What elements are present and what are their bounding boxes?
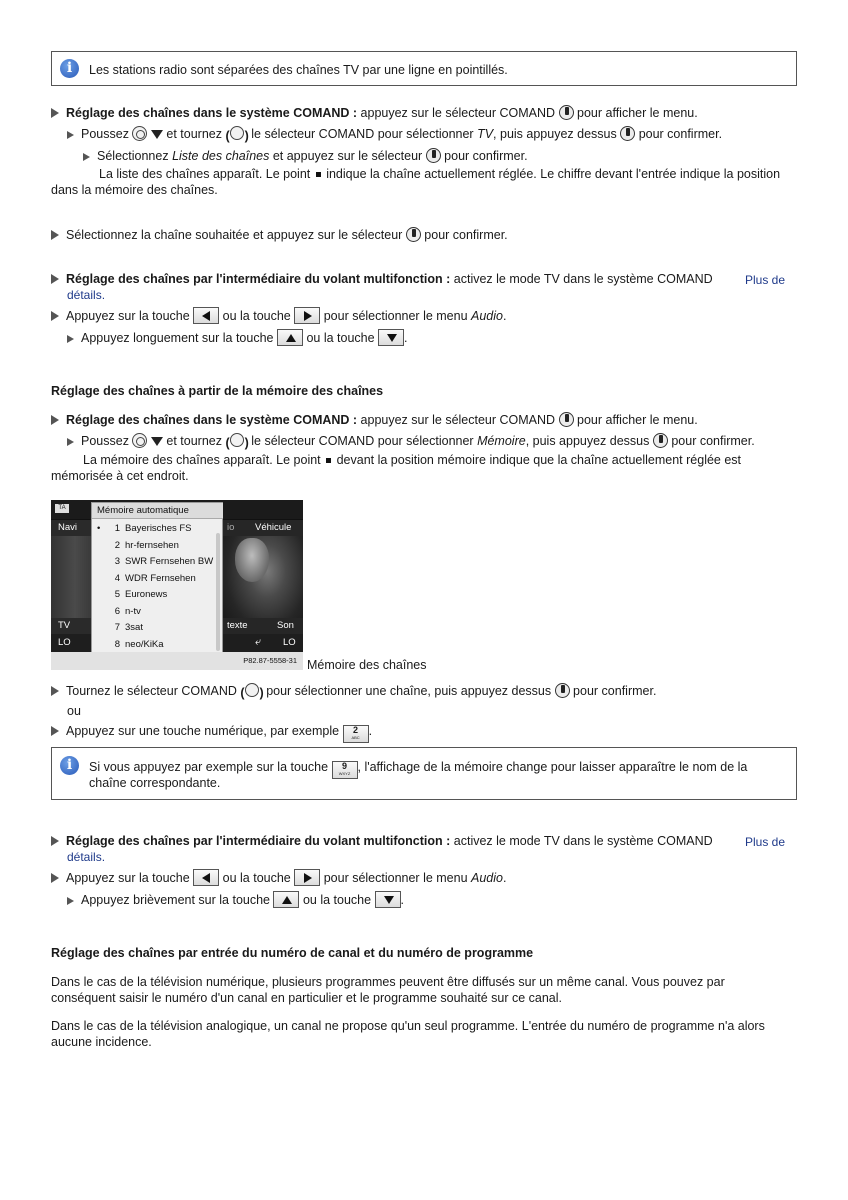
step-arrow-icon	[51, 274, 59, 284]
substep	[67, 329, 408, 346]
channel-number: 8	[114, 638, 120, 650]
lo-left-tab	[51, 634, 91, 652]
step-text: ou la touche	[219, 871, 295, 885]
step-text: pour sélectionner une chaîne, puis appuyez dessus	[262, 684, 555, 698]
step-text: Sélectionnez la chaîne souhaitée et appuyez sur le sélecteur	[66, 228, 406, 242]
step-text: activez le mode TV dans le système COMAND	[450, 272, 713, 286]
channel-name: Bayerisches FS	[125, 523, 192, 534]
step-bold: Réglage des chaînes par l'intermédiaire du volant multifonction :	[66, 272, 451, 286]
number-key-9-icon	[332, 761, 358, 779]
step-text: pour afficher le menu.	[573, 106, 698, 120]
step-arrow-icon	[51, 415, 59, 425]
result-text-part: La mémoire des chaînes apparaît. Le point	[83, 453, 325, 467]
turn-controller-icon: ( )	[240, 683, 262, 701]
sound-label: Son	[277, 620, 294, 631]
paragraph-digital: Dans le cas de la télévision numérique, plusieurs programmes peuvent être diffusés sur un même canal. Vous pouvez par	[51, 975, 725, 989]
key-digit: 2	[353, 725, 359, 735]
step-text: , puis appuyez dessus	[525, 434, 653, 448]
result-text	[99, 166, 780, 182]
info-box	[51, 51, 797, 86]
step-arrow-icon	[51, 230, 59, 240]
channel-name: 3sat	[125, 622, 143, 633]
section-heading: Réglage des chaînes par entrée du numéro de canal et du numéro de programme	[51, 946, 534, 960]
substep	[67, 891, 404, 908]
step-text: Tournez le sélecteur COMAND	[66, 684, 241, 698]
dot-icon	[326, 458, 331, 463]
section-heading: Réglage des chaînes à partir de la mémoire des chaînes	[51, 384, 384, 398]
channel-number: 3	[114, 556, 120, 567]
down-key-icon	[375, 891, 401, 908]
up-key-icon	[277, 329, 303, 346]
step-text: Appuyez sur la touche	[66, 871, 194, 885]
substep-arrow-icon	[67, 131, 74, 139]
more-details-link[interactable]: Plus de	[745, 273, 786, 287]
down-key-icon	[378, 329, 404, 346]
step-select-channel	[51, 227, 508, 243]
step-text: Appuyez brièvement sur la touche	[81, 893, 274, 907]
key-letters: WXYZ	[338, 771, 351, 776]
step-arrow-icon	[51, 108, 59, 118]
channel-name: WDR Fernsehen	[125, 572, 196, 584]
step-bold: Réglage des chaînes dans le système COMAND :	[66, 106, 358, 120]
channel-name: SWR Fernsehen BW	[125, 556, 214, 567]
step	[51, 307, 506, 324]
face-image	[235, 538, 269, 582]
comand-screenshot	[51, 500, 303, 670]
step-text: ou la touche	[219, 309, 295, 323]
menu-channel-list-label: Liste des chaînes	[172, 149, 270, 163]
tv-tab	[51, 618, 91, 634]
tv-label: TV	[58, 620, 71, 631]
info-text-part: , l'affichage de la mémoire change pour laisser apparaître le nom de la	[357, 760, 748, 774]
step-text: .	[404, 331, 408, 345]
step-text: Poussez	[81, 434, 133, 448]
substep-arrow-icon	[67, 335, 74, 343]
active-channel-dot: •	[97, 523, 101, 534]
step-text: .	[400, 893, 405, 907]
controller-press-icon	[559, 105, 574, 120]
ta-badge: TA	[55, 504, 69, 513]
figure-caption: Mémoire des chaînes	[307, 658, 427, 672]
substep	[67, 433, 755, 451]
controller-press-icon	[653, 433, 668, 448]
channel-number: 7	[114, 622, 120, 633]
step-text: Appuyez longuement sur la touche	[81, 331, 277, 345]
key-letters: ABC	[351, 735, 360, 740]
navi-label: Navi	[58, 522, 78, 533]
controller-press-icon	[620, 126, 635, 141]
step-arrow-icon	[51, 836, 59, 846]
step-text: pour afficher le menu.	[573, 413, 698, 427]
info-text-part: Si vous appuyez par exemple sur la touche	[89, 760, 332, 774]
controller-press-icon	[559, 412, 574, 427]
info-icon: i	[60, 59, 79, 78]
step-text: pour confirmer.	[569, 684, 657, 698]
channel-row[interactable]	[92, 571, 223, 587]
menu-scrollbar[interactable]	[216, 533, 220, 651]
substep	[67, 126, 722, 144]
channel-row[interactable]	[92, 538, 223, 554]
left-key-icon	[193, 307, 219, 324]
channel-number: 6	[114, 605, 120, 617]
channel-number: 1	[114, 523, 120, 534]
channel-number: 4	[114, 572, 120, 584]
controller-press-icon	[555, 683, 570, 698]
channel-name: neo/KiKa	[125, 638, 164, 650]
step-text: activez le mode TV dans le système COMAND	[450, 834, 713, 848]
step-text: appuyez sur le sélecteur COMAND	[357, 106, 559, 120]
controller-press-icon	[406, 227, 421, 242]
step-text: le sélecteur COMAND pour sélectionner	[247, 127, 478, 141]
paragraph-analog: Dans le cas de la télévision analogique, un canal ne propose qu'un seul programme. L'entrée du numéro de programme n'a alors	[51, 1019, 765, 1033]
up-key-icon	[273, 891, 299, 908]
controller-icon	[132, 126, 147, 141]
channel-row[interactable]	[92, 620, 223, 636]
step-comand	[51, 412, 698, 428]
push-down-arrow-icon	[151, 437, 163, 446]
step-text: ou la touche	[299, 893, 375, 907]
channel-row[interactable]	[92, 521, 223, 537]
menu-audio-label: Audio	[471, 871, 503, 885]
channel-name: hr-fernsehen	[125, 539, 179, 551]
right-key-icon	[294, 869, 320, 886]
channel-name: Euronews	[125, 589, 168, 600]
channel-number: 5	[114, 589, 120, 600]
vehicle-label: Véhicule	[255, 522, 292, 533]
paragraph-analog-cont: aucune incidence.	[51, 1035, 152, 1049]
step-text: .	[503, 309, 507, 323]
turn-controller-icon: ( )	[225, 126, 247, 144]
controller-press-icon	[426, 148, 441, 163]
teletext-label: texte	[227, 620, 248, 631]
step-text: pour confirmer.	[635, 127, 723, 141]
channel-row[interactable]	[92, 604, 223, 620]
info-icon: i	[60, 756, 79, 775]
step-text: pour confirmer.	[667, 434, 755, 448]
channel-name: n-tv	[125, 605, 141, 617]
step-steering-wheel	[51, 271, 713, 287]
substep-arrow-icon	[67, 897, 74, 905]
step-arrow-icon	[51, 873, 59, 883]
lo-right-label: LO	[283, 637, 296, 648]
step-text: .	[368, 724, 373, 738]
result-text-part: indique la chaîne actuellement réglée. Le chiffre devant l'entrée indique la position	[322, 167, 781, 181]
channel-row[interactable]	[92, 587, 223, 603]
step-text: ou la touche	[302, 331, 379, 345]
step-text: pour sélectionner le menu	[320, 871, 472, 885]
step-text: le sélecteur COMAND pour sélectionner	[247, 434, 478, 448]
step-text: pour confirmer.	[440, 149, 528, 163]
info-text-cont: chaîne correspondante.	[89, 776, 221, 790]
right-key-icon	[294, 307, 320, 324]
channel-row[interactable]	[92, 554, 223, 570]
key-digit: 9	[341, 761, 347, 771]
step-text: pour sélectionner le menu	[320, 309, 472, 323]
lo-left-label: LO	[58, 637, 71, 648]
step-text: Appuyez sur une touche numérique, par exemple	[66, 724, 343, 738]
step-text: et tournez	[162, 434, 226, 448]
dot-icon	[316, 172, 321, 177]
step-number-key	[51, 723, 372, 743]
step-arrow-icon	[51, 726, 59, 736]
step-text: et appuyez sur le sélecteur	[269, 149, 426, 163]
more-details-link[interactable]: Plus de	[745, 835, 786, 849]
turn-controller-icon: ( )	[225, 433, 247, 451]
step-text: et tournez	[162, 127, 226, 141]
channel-row[interactable]	[92, 637, 223, 653]
reference-code: P82.87-5558-31	[51, 652, 303, 670]
result-text	[83, 452, 741, 468]
or-text: ou	[67, 704, 81, 718]
menu-audio-label: Audio	[471, 309, 503, 323]
step	[51, 869, 506, 886]
tv-picture	[223, 520, 303, 633]
more-details-link-cont[interactable]: détails.	[67, 850, 106, 864]
substep-arrow-icon	[83, 153, 90, 161]
channel-number: 2	[114, 539, 120, 551]
menu-title: Mémoire automatique	[92, 503, 223, 519]
radio-label: io	[227, 522, 235, 533]
info-text: Les stations radio sont séparées des chaînes TV par une ligne en pointillés.	[89, 63, 508, 77]
left-picture	[51, 536, 91, 618]
menu-memory-label: Mémoire	[477, 434, 526, 448]
step-text: Sélectionnez	[97, 149, 173, 163]
step-bold: Réglage des chaînes par l'intermédiaire du volant multifonction :	[66, 834, 451, 848]
step-bold: Réglage des chaînes dans le système COMAND :	[66, 413, 358, 427]
step-text: Appuyez sur la touche	[66, 309, 194, 323]
more-details-link-cont[interactable]: détails.	[67, 288, 106, 302]
menu-tv-label: TV	[477, 127, 494, 141]
step-text: appuyez sur le sélecteur COMAND	[357, 413, 559, 427]
paragraph-digital-cont: conséquent saisir le numéro d'un canal en particulier et le programme souhaité sur ce canal.	[51, 991, 562, 1005]
result-text-part: La liste des chaînes apparaît. Le point	[99, 167, 314, 181]
push-down-arrow-icon	[151, 130, 163, 139]
substep-arrow-icon	[67, 438, 74, 446]
step-text: , puis appuyez dessus	[493, 127, 621, 141]
step-text: Poussez	[81, 127, 133, 141]
step-comand	[51, 105, 698, 121]
number-key-2-icon	[343, 725, 369, 743]
controller-icon	[132, 433, 147, 448]
seat-icon: ⤶	[255, 636, 262, 648]
result-text-part: devant la position mémoire indique que la chaîne actuellement réglée est	[333, 453, 742, 467]
result-text-cont: mémorisée à cet endroit.	[51, 469, 189, 483]
memory-menu	[91, 502, 223, 653]
step-text: .	[503, 871, 507, 885]
result-text-cont: dans la mémoire des chaînes.	[51, 183, 218, 197]
left-key-icon	[193, 869, 219, 886]
info-box	[51, 747, 797, 800]
step-arrow-icon	[51, 686, 59, 696]
step-steering-wheel	[51, 833, 713, 849]
step-arrow-icon	[51, 311, 59, 321]
substep	[83, 148, 528, 164]
step-turn-controller	[51, 683, 656, 701]
step-text: pour confirmer.	[420, 228, 508, 242]
